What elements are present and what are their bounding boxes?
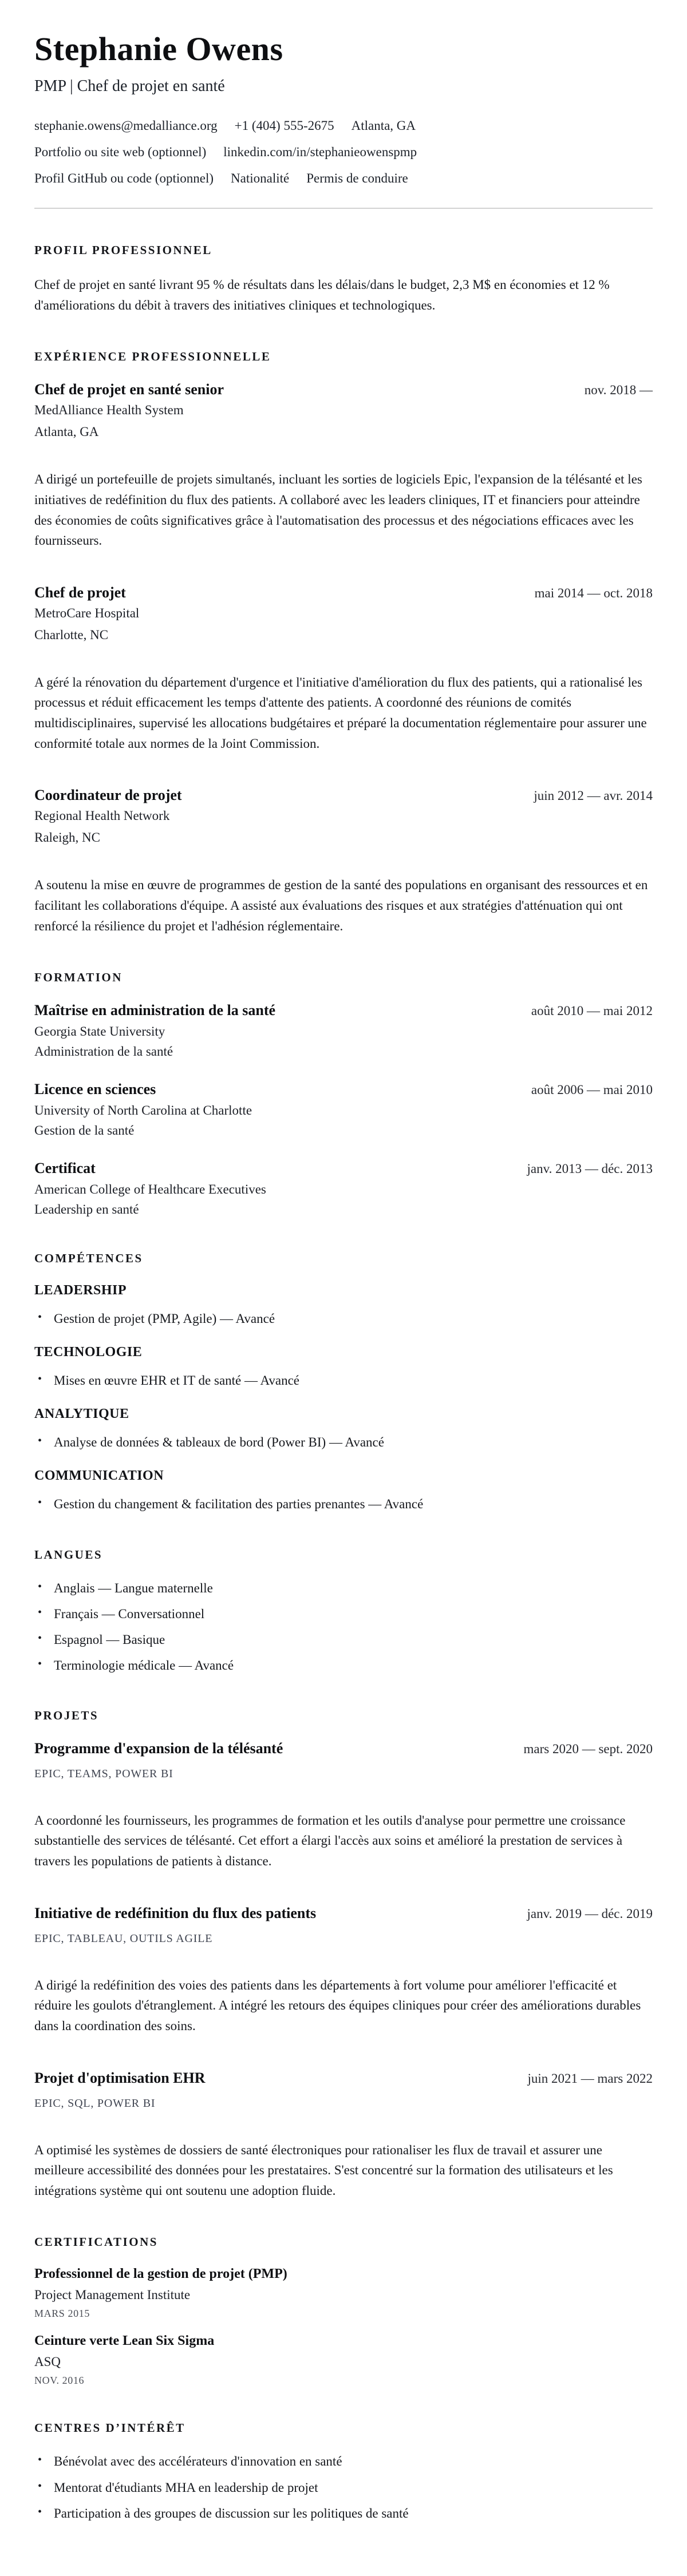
job-location: Charlotte, NC: [34, 627, 109, 642]
experience-entry-header: [34, 584, 653, 601]
profile-heading: PROFIL PROFESSIONNEL: [34, 243, 212, 257]
section-skills: [34, 1251, 653, 1513]
project-title: Programme d'expansion de la télésanté: [34, 1739, 283, 1757]
project-entry: [34, 1905, 653, 2036]
job-location: Raleigh, NC: [34, 830, 100, 845]
certification-issuer: Project Management Institute: [34, 2288, 191, 2302]
project-tools: EPIC, TABLEAU, OUTILS AGILE: [34, 1932, 213, 1945]
contact-linkedin: linkedin.com/in/stephanieowenspmp: [223, 145, 417, 159]
project-entry: [34, 1740, 653, 1872]
section-projects: [34, 1709, 653, 2201]
project-entry-header: [34, 1905, 653, 1922]
candidate-name: Stephanie Owens: [34, 30, 283, 68]
certification-date: NOV. 2016: [34, 2375, 85, 2387]
interest-item: • Bénévolat avec des accélérateurs d'innovation en santé: [34, 2452, 653, 2470]
experience-entry: [34, 787, 653, 936]
job-description: A géré la rénovation du département d'urgence et l'initiative d'amélioration du flux des patients, qui a rationalisé les processus et réduit efficacement les temps d'attente des patients. A coordonné des réunions de comités multidisciplinaires, supervisé les allocations budgétaires et préparé la documentation réglementaire pour assurer une conformité totale aux normes de la Joint Commission.: [34, 675, 647, 751]
school-name: University of North Carolina at Charlotte: [34, 1103, 252, 1118]
language-list: [34, 1579, 653, 1674]
certification-issuer: ASQ: [34, 2355, 61, 2369]
contact-nationality: Nationalité: [231, 171, 290, 185]
section-interests: [34, 2421, 653, 2522]
job-title: Chef de projet: [34, 584, 126, 601]
interest-list: [34, 2452, 653, 2522]
skill-list: [34, 1433, 653, 1451]
education-entry: [34, 1002, 653, 1059]
skill-group: [34, 1345, 653, 1389]
education-entry: [34, 1160, 653, 1217]
school-name: Georgia State University: [34, 1024, 165, 1039]
certification-entry: [34, 2266, 653, 2320]
project-dates: mars 2020 — sept. 2020: [523, 1741, 653, 1756]
skill-item: • Gestion de projet (PMP, Agile) — Avancé: [34, 1310, 653, 1327]
project-title: Initiative de redéfinition du flux des patients: [34, 1904, 317, 1921]
education-heading: FORMATION: [34, 970, 123, 985]
skill-group: [34, 1468, 653, 1513]
contact-row-1: [34, 118, 653, 133]
contact-email: stephanie.owens@medalliance.org: [34, 118, 218, 133]
interest-item: • Participation à des groupes de discussion sur les politiques de santé: [34, 2504, 653, 2522]
job-company: MetroCare Hospital: [34, 605, 140, 620]
interest-item: • Mentorat d'étudiants MHA en leadership de projet: [34, 2479, 653, 2496]
job-title: Coordinateur de projet: [34, 787, 182, 804]
skill-list: [34, 1495, 653, 1513]
field-of-study: Gestion de la santé: [34, 1123, 135, 1138]
degree-title: Maîtrise en administration de la santé: [34, 1002, 276, 1019]
project-description: A dirigé la redéfinition des voies des patients dans les départements à fort volume pour améliorer l'efficacité et réduire les goulots d'étranglement. A intégré les retours des équipes cliniques pour créer des améliorations durables dans la coordination des soins.: [34, 1977, 641, 2033]
field-of-study: Leadership en santé: [34, 1202, 139, 1217]
degree-dates: août 2010 — mai 2012: [531, 1004, 653, 1018]
skill-list: [34, 1310, 653, 1327]
contact-location: Atlanta, GA: [351, 118, 416, 133]
skill-item: • Analyse de données & tableaux de bord (Power BI) — Avancé: [34, 1433, 653, 1451]
job-location: Atlanta, GA: [34, 425, 99, 439]
skill-group: [34, 1283, 653, 1327]
education-entry-header: [34, 1081, 653, 1098]
resume-header: [34, 30, 653, 209]
contact-phone: +1 (404) 555-2675: [234, 118, 334, 133]
job-description: A soutenu la mise en œuvre de programmes de gestion de la santé des populations en organisant des ressources et en facilitant les collaborations d'équipe. A assisté aux évaluations des risques et aux stratégies d'atténuation qui ont renforcé la résilience du projet et l'adhésion réglementaire.: [34, 878, 648, 933]
degree-title: Certificat: [34, 1160, 96, 1177]
section-experience: [34, 350, 653, 936]
skill-category: COMMUNICATION: [34, 1468, 164, 1484]
job-dates: nov. 2018 —: [584, 383, 653, 398]
field-of-study: Administration de la santé: [34, 1044, 173, 1059]
education-entry-header: [34, 1160, 653, 1177]
project-entry-header: [34, 2070, 653, 2087]
skill-list: [34, 1372, 653, 1389]
certification-name: Professionnel de la gestion de projet (PMP): [34, 2266, 287, 2282]
section-education: [34, 970, 653, 1217]
school-name: American College of Healthcare Executives: [34, 1182, 266, 1197]
skills-heading: COMPÉTENCES: [34, 1251, 143, 1266]
job-title: Chef de projet en santé senior: [34, 381, 224, 398]
degree-title: Licence en sciences: [34, 1081, 156, 1098]
experience-entry-header: [34, 787, 653, 804]
contact-github: Profil GitHub ou code (optionnel): [34, 171, 214, 185]
education-entry-header: [34, 1002, 653, 1019]
contact-block: [34, 118, 653, 186]
project-description: A coordonné les fournisseurs, les programmes de formation et les outils d'analyse pour permettre une croissance substantielle des services de télésanté. Cet effort a élargi l'accès aux soins et amélioré la prestation de services à travers les populations de patients à distance.: [34, 1813, 626, 1868]
section-languages: [34, 1548, 653, 1674]
degree-dates: août 2006 — mai 2010: [531, 1083, 653, 1097]
contact-portfolio: Portfolio ou site web (optionnel): [34, 145, 207, 159]
section-profile: [34, 243, 653, 315]
job-dates: mai 2014 — oct. 2018: [534, 585, 653, 600]
certification-name: Ceinture verte Lean Six Sigma: [34, 2333, 215, 2349]
language-item: • Français — Conversationnel: [34, 1605, 653, 1623]
project-tools: EPIC, SQL, POWER BI: [34, 2097, 156, 2110]
projects-heading: PROJETS: [34, 1708, 99, 1722]
contact-row-3: [34, 171, 653, 186]
project-entry-header: [34, 1740, 653, 1757]
degree-dates: janv. 2013 — déc. 2013: [527, 1162, 653, 1176]
language-item: • Terminologie médicale — Avancé: [34, 1656, 653, 1674]
contact-row-2: [34, 145, 653, 160]
skill-item: • Mises en œuvre EHR et IT de santé — Avancé: [34, 1372, 653, 1389]
project-entry: [34, 2070, 653, 2201]
experience-entry-header: [34, 381, 653, 398]
languages-heading: LANGUES: [34, 1547, 103, 1562]
project-tools: EPIC, TEAMS, POWER BI: [34, 1767, 173, 1780]
job-company: MedAlliance Health System: [34, 403, 184, 418]
candidate-tagline: PMP | Chef de projet en santé: [34, 77, 225, 95]
job-description: A dirigé un portefeuille de projets simultanés, incluant les sorties de logiciels Epic, l'expansion de la télésanté et les initiatives de redéfinition du flux des patients. A collaboré avec les leaders cliniques, IT et financiers pour atteindre des économies de coûts significatives grâce à l'automatisation des processus et des négociations efficaces avec les fournisseurs.: [34, 472, 642, 548]
education-entry: [34, 1081, 653, 1138]
certification-date: MARS 2015: [34, 2308, 90, 2320]
job-company: Regional Health Network: [34, 809, 170, 823]
job-dates: juin 2012 — avr. 2014: [534, 788, 653, 803]
interests-heading: CENTRES D’INTÉRÊT: [34, 2421, 185, 2435]
section-certifications: [34, 2235, 653, 2387]
skill-category: ANALYTIQUE: [34, 1406, 129, 1422]
profile-text: Chef de projet en santé livrant 95 % de résultats dans les délais/dans le budget, 2,3 M$ en économies et 12 % d'améliorations du débit à travers des initiatives cliniques et technologiques.: [34, 278, 610, 312]
header-divider: [34, 208, 653, 209]
language-item: • Espagnol — Basique: [34, 1631, 653, 1648]
skill-category: TECHNOLOGIE: [34, 1345, 143, 1360]
project-dates: juin 2021 — mars 2022: [527, 2071, 653, 2086]
certifications-heading: CERTIFICATIONS: [34, 2235, 158, 2249]
skill-group: [34, 1406, 653, 1451]
certification-entry: [34, 2333, 653, 2387]
language-item: • Anglais — Langue maternelle: [34, 1579, 653, 1597]
experience-entry: [34, 381, 653, 551]
project-dates: janv. 2019 — déc. 2019: [527, 1906, 653, 1921]
project-description: A optimisé les systèmes de dossiers de santé électroniques pour rationaliser les flux de travail et assurer une meilleure accessibilité des données pour les prestataires. S'est concentré sur la formation des utilisateurs et les intégrations système qui ont soutenu une adoption fluide.: [34, 2142, 613, 2198]
skill-category: LEADERSHIP: [34, 1283, 127, 1298]
contact-driving-license: Permis de conduire: [306, 171, 408, 185]
experience-heading: EXPÉRIENCE PROFESSIONNELLE: [34, 350, 271, 364]
project-title: Projet d'optimisation EHR: [34, 2069, 206, 2086]
experience-entry: [34, 584, 653, 754]
skill-item: • Gestion du changement & facilitation des parties prenantes — Avancé: [34, 1495, 653, 1513]
